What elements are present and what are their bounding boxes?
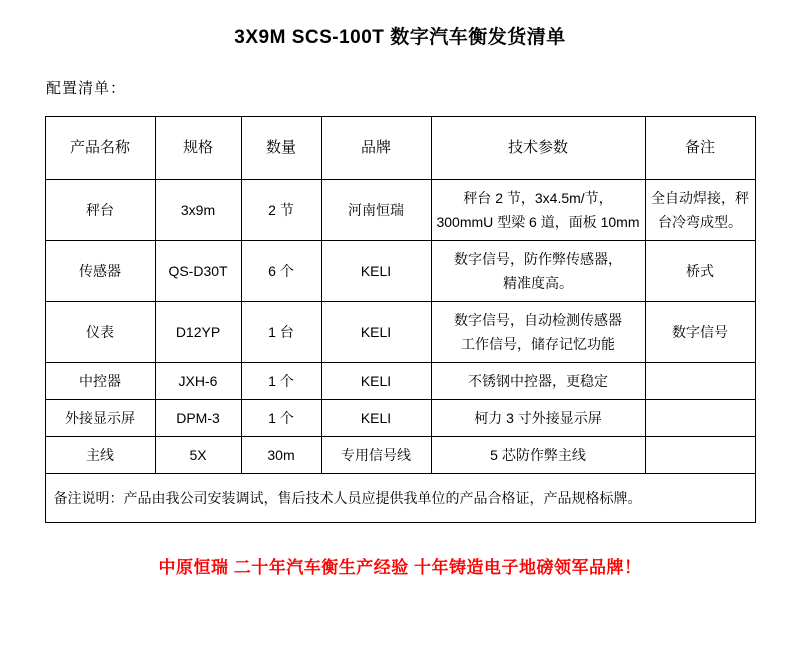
column-header-brand: 品牌 bbox=[321, 117, 431, 180]
cell-params-line: 不锈钢中控器，更稳定 bbox=[468, 373, 608, 389]
cell-params-line: 工作信号，储存记忆功能 bbox=[461, 336, 615, 352]
cell-qty: 30m bbox=[241, 437, 321, 474]
cell-remark bbox=[645, 302, 755, 363]
cell-remark bbox=[645, 437, 755, 474]
cell-name: 主线 bbox=[45, 437, 155, 474]
cell-params bbox=[431, 400, 645, 437]
cell-params-line: 秤台 2 节，3x4.5m/节， bbox=[463, 190, 613, 206]
table-row bbox=[45, 302, 755, 363]
table-row bbox=[45, 241, 755, 302]
cell-remark bbox=[645, 180, 755, 241]
cell-spec: 3x9m bbox=[155, 180, 241, 241]
cell-params-line: 柯力 3 寸外接显示屏 bbox=[474, 410, 602, 426]
table-note-row bbox=[45, 474, 755, 523]
column-header-spec: 规格 bbox=[155, 117, 241, 180]
cell-remark-line: 桥式 bbox=[686, 263, 714, 279]
cell-brand: KELI bbox=[321, 241, 431, 302]
cell-params bbox=[431, 241, 645, 302]
cell-remark-line: 全自动焊接，秤 bbox=[651, 190, 749, 206]
cell-remark-line: 台冷弯成型。 bbox=[658, 214, 742, 230]
cell-spec: JXH-6 bbox=[155, 363, 241, 400]
table-row bbox=[45, 400, 755, 437]
cell-name: 仪表 bbox=[45, 302, 155, 363]
cell-name: 传感器 bbox=[45, 241, 155, 302]
cell-name: 秤台 bbox=[45, 180, 155, 241]
column-header-qty: 数量 bbox=[241, 117, 321, 180]
page-title: 3X9M SCS-100T 数字汽车衡发货清单 bbox=[234, 27, 566, 48]
cell-spec: D12YP bbox=[155, 302, 241, 363]
cell-params-line: 300mmU 型梁 6 道，面板 10mm bbox=[436, 214, 640, 230]
cell-brand: KELI bbox=[321, 400, 431, 437]
table-row bbox=[45, 180, 755, 241]
cell-remark bbox=[645, 241, 755, 302]
cell-brand: 专用信号线 bbox=[321, 437, 431, 474]
cell-brand: 河南恒瑞 bbox=[321, 180, 431, 241]
cell-spec: DPM-3 bbox=[155, 400, 241, 437]
cell-name: 中控器 bbox=[45, 363, 155, 400]
table-row bbox=[45, 363, 755, 400]
cell-qty: 6 个 bbox=[241, 241, 321, 302]
cell-params-line: 数字信号，自动检测传感器 bbox=[454, 312, 622, 328]
cell-qty: 1 个 bbox=[241, 363, 321, 400]
config-list-label: 配置清单： bbox=[46, 80, 127, 97]
document-page bbox=[0, 22, 800, 652]
cell-qty: 2 节 bbox=[241, 180, 321, 241]
cell-remark bbox=[645, 363, 755, 400]
cell-brand: KELI bbox=[321, 363, 431, 400]
cell-remark-line: 数字信号 bbox=[672, 324, 728, 340]
cell-qty: 1 台 bbox=[241, 302, 321, 363]
cell-params bbox=[431, 363, 645, 400]
cell-spec: 5X bbox=[155, 437, 241, 474]
cell-qty: 1 个 bbox=[241, 400, 321, 437]
cell-spec: QS-D30T bbox=[155, 241, 241, 302]
cell-params-line: 5 芯防作弊主线 bbox=[490, 447, 586, 463]
table-header-row bbox=[45, 117, 755, 180]
cell-brand: KELI bbox=[321, 302, 431, 363]
column-header-name: 产品名称 bbox=[45, 117, 155, 180]
cell-params bbox=[431, 437, 645, 474]
cell-params bbox=[431, 302, 645, 363]
cell-remark bbox=[645, 400, 755, 437]
column-header-remark: 备注 bbox=[645, 117, 755, 180]
cell-params bbox=[431, 180, 645, 241]
table-note: 备注说明：产品由我公司安装调试，售后技术人员应提供我单位的产品合格证，产品规格标牌。 bbox=[45, 474, 755, 523]
cell-params-line: 数字信号，防作弊传感器， bbox=[454, 251, 622, 267]
table-row bbox=[45, 437, 755, 474]
footer-slogan: 中原恒瑞 二十年汽车衡生产经验 十年铸造电子地磅领军品牌！ bbox=[158, 558, 642, 577]
cell-name: 外接显示屏 bbox=[45, 400, 155, 437]
spec-table bbox=[45, 116, 756, 523]
column-header-params: 技术参数 bbox=[431, 117, 645, 180]
cell-params-line: 精准度高。 bbox=[503, 275, 573, 291]
